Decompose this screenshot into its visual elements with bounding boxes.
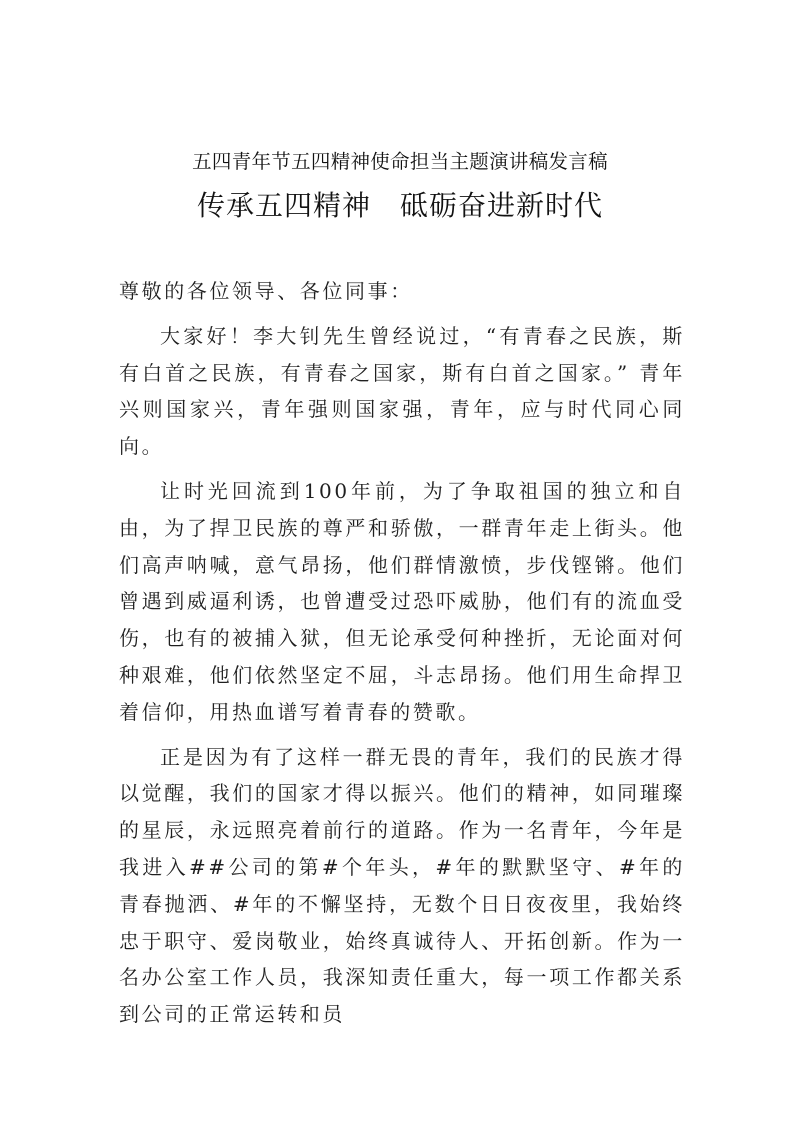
paragraph-1: 大家好！李大钊先生曾经说过，“有青春之民族，斯有白首之民族，有青春之国家，斯有白首之国家。” 青年兴则国家兴，青年强则国家强，青年，应与时代同心同向。	[119, 323, 685, 459]
document-title: 传承五四精神 砥砺奋进新时代	[196, 189, 603, 222]
document-subtitle: 五四青年节五四精神使命担当主题演讲稿发言稿	[192, 150, 608, 173]
salutation: 尊敬的各位领导、各位同事：	[119, 279, 413, 303]
paragraph-3: 正是因为有了这样一群无畏的青年，我们的民族才得以觉醒，我们的国家才得以振兴。他们的精神，如同璀璨的星辰，永远照亮着前行的道路。作为一名青年，今年是我进入##公司的第#个年头，#年的默默坚守、#年的青春抛洒、#年的不懈坚持，无数个日日夜夜里，我始终忠于职守、爱岗敬业，始终真诚待人、开拓创新。作为一名办公室工作人员，我深知责任重大，每一项工作都关系到公司的正常运转和员	[119, 744, 685, 1027]
paragraph-2: 让时光回流到100年前，为了争取祖国的独立和自由，为了捍卫民族的尊严和骄傲，一群青年走上街头。他们高声呐喊，意气昂扬，他们群情激愤，步伐铿锵。他们曾遇到威逼利诱，也曾遭受过恐吓威胁，他们有的流血受伤，也有的被捕入狱，但无论承受何种挫折，无论面对何种艰难，他们依然坚定不屈，斗志昂扬。他们用生命捍卫着信仰，用热血谱写着青春的赞歌。	[119, 478, 685, 724]
document-body	[119, 273, 685, 1041]
